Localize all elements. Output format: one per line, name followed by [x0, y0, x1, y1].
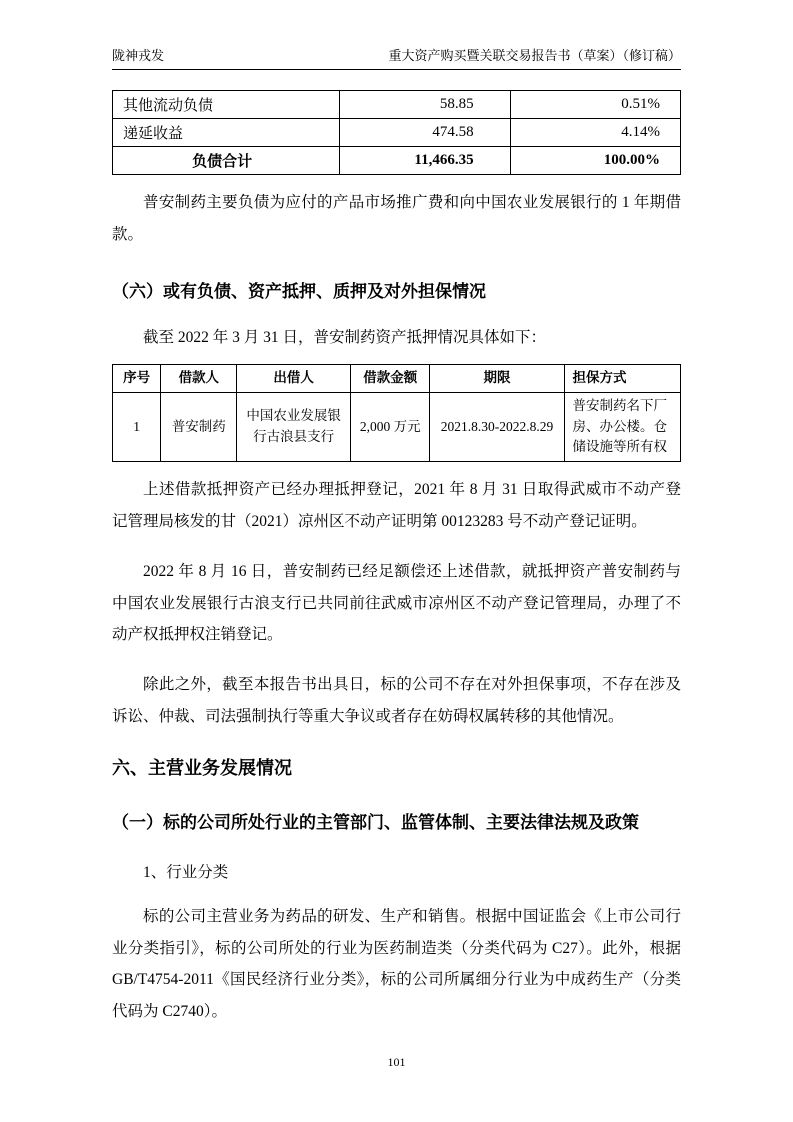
liability-pct-cell: 0.51%: [510, 91, 680, 119]
table-total-row: [113, 147, 681, 175]
heading-industry-regulation: （一）标的公司所处行业的主管部门、监管体制、主要法律法规及政策: [112, 812, 639, 832]
liability-item-cell: 递延收益: [113, 119, 340, 147]
liability-amount-cell: 58.85: [340, 91, 510, 119]
liability-item-cell: 其他流动负债: [113, 91, 340, 119]
column-header-amount: 借款金额: [350, 364, 430, 392]
para-repayment-note: 2022 年 8 月 16 日，普安制药已经足额偿还上述借款，就抵押资产普安制药与中国农业发展银行古浪支行已共同前往武威市凉州区不动产登记管理局，办理了不动产权抵押权注销登记。: [112, 562, 681, 644]
mortgage-no-cell: 1: [113, 392, 161, 462]
liabilities-table: [112, 90, 681, 175]
table-row: [113, 91, 681, 119]
liability-pct-cell: 4.14%: [510, 119, 680, 147]
table-row: [113, 119, 681, 147]
column-header-guarantee: 担保方式: [564, 364, 680, 392]
liability-amount-cell: 474.58: [340, 119, 510, 147]
column-header-no: 序号: [113, 364, 161, 392]
liability-item-cell: 负债合计: [113, 147, 340, 175]
table-header-row: [113, 364, 681, 392]
header-company-name: 陇神戎发: [112, 48, 165, 63]
para-mortgage-intro: 截至 2022 年 3 月 31 日，普安制药资产抵押情况具体如下：: [143, 328, 547, 346]
mortgage-borrower-cell: 普安制药: [161, 392, 237, 462]
mortgage-amount-cell: 2,000 万元: [350, 392, 430, 462]
header-report-title: 重大资产购买暨关联交易报告书（草案）（修订稿）: [388, 48, 681, 63]
mortgage-term-cell: 2021.8.30-2022.8.29: [430, 392, 564, 462]
para-no-guarantee-note: 除此之外，截至本报告书出具日，标的公司不存在对外担保事项，不存在涉及诉讼、仲裁、司法强制执行等重大争议或者存在妨碍权属转移的其他情况。: [112, 676, 681, 725]
heading-main-business: 六、主营业务发展情况: [112, 757, 292, 778]
column-header-lender: 出借人: [237, 364, 351, 392]
heading-contingent-liabilities: （六）或有负债、资产抵押、质押及对外担保情况: [112, 281, 486, 301]
liability-amount-cell: 11,466.35: [340, 147, 510, 175]
para-registration-note: 上述借款抵押资产已经办理抵押登记，2021 年 8 月 31 日取得武威市不动产登记管理局核发的甘（2021）凉州区不动产证明第 00123283 号不动产登记证明。: [112, 481, 681, 531]
table-row: [113, 392, 681, 462]
mortgage-guarantee-cell: 普安制药名下厂房、办公楼。仓储设施等所有权: [564, 392, 680, 462]
para-liabilities-note: 普安制药主要负债为应付的产品市场推广费和向中国农业发展银行的 1 年期借款。: [112, 194, 681, 243]
column-header-borrower: 借款人: [161, 364, 237, 392]
subitem-industry-classification: 1、行业分类: [143, 864, 229, 882]
page-header: [112, 45, 681, 70]
column-header-term: 期限: [430, 364, 564, 392]
page-footer: [0, 1055, 793, 1070]
page-number: 101: [387, 1055, 406, 1069]
liability-pct-cell: 100.00%: [510, 147, 680, 175]
para-industry-classification: 标的公司主营业务为药品的研发、生产和销售。根据中国证监会《上市公司行业分类指引》，标的公司所处的行业为医药制造类（分类代码为 C27）。此外，根据 GB/T4754-2011《国民经济行业分类》，标的公司所属细分行业为中成药生产（分类代码为 C2740）。: [112, 907, 681, 1021]
mortgage-table: [112, 364, 681, 463]
mortgage-lender-cell: 中国农业发展银行古浪县支行: [237, 392, 351, 462]
